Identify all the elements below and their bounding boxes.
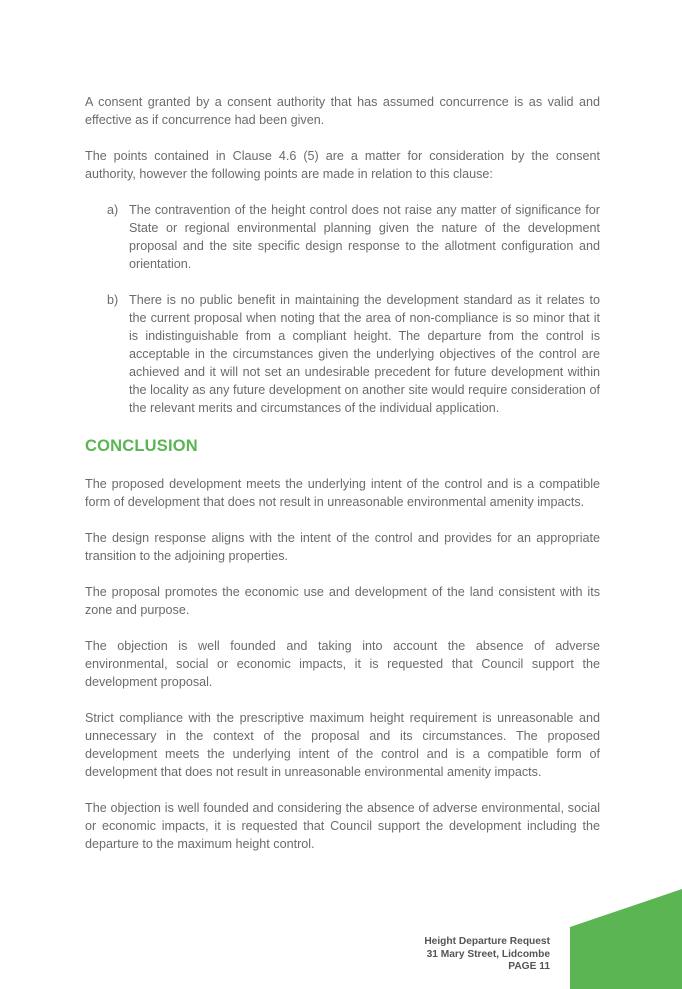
footer-address: 31 Mary Street, Lidcombe — [426, 948, 550, 960]
conclusion-paragraph: The objection is well founded and taking into account the absence of adverse environmental, social or economic impacts, it is requested that Council support the development proposal. — [85, 639, 600, 689]
list-marker: b) — [107, 293, 119, 307]
body-paragraph: The points contained in Clause 4.6 (5) are a matter for consideration by the consent authority, however the following points are made in relation to this clause: — [85, 149, 600, 181]
body-paragraph: A consent granted by a consent authority that has assumed concurrence is as valid and effective as if concurrence had been given. — [85, 95, 600, 127]
footer-page-number: PAGE 11 — [508, 961, 550, 972]
corner-accent-fill — [570, 889, 682, 989]
page-content — [85, 93, 600, 853]
list-item-text: There is no public benefit in maintaining the development standard as it relates to the current proposal when noting that the area of non-compliance is so minor that it is indistinguishable from a compliant height. The departure from the control is acceptable in the circumstances given the underlying objectives of the control are achieved and it will not set an undesirable precedent for future development within the locality as any future development on another site would require consideration of the relevant merits and circumstances of the individual application. — [129, 293, 600, 415]
corner-accent-shape — [570, 889, 682, 989]
conclusion-paragraph: The proposal promotes the economic use and development of the land consistent with its zone and purpose. — [85, 585, 600, 617]
conclusion-paragraph: The proposed development meets the underlying intent of the control and is a compatible form of development that does not result in unreasonable environmental amenity impacts. — [85, 477, 600, 509]
conclusion-paragraph: The objection is well founded and considering the absence of adverse environmental, social or economic impacts, it is requested that Council support the development including the departure to the maximum height control. — [85, 801, 600, 851]
footer-document-title: Height Departure Request — [424, 936, 550, 947]
list-item — [85, 201, 600, 273]
conclusion-paragraph: The design response aligns with the intent of the control and provides for an appropriate transition to the adjoining properties. — [85, 531, 600, 563]
clause-points-list — [85, 201, 600, 417]
section-heading-conclusion: CONCLUSION — [85, 437, 198, 455]
page-footer — [424, 936, 550, 974]
conclusion-paragraph: Strict compliance with the prescriptive maximum height requirement is unreasonable and unnecessary in the context of the proposal and its circumstances. The proposed development meets the underlying intent of the control and is a compatible form of development that does not result in unreasonable environmental amenity impacts. — [85, 711, 600, 779]
list-item — [85, 291, 600, 417]
list-item-text: The contravention of the height control does not raise any matter of significance for State or regional environmental planning given the nature of the development proposal and the site specific design response to the allotment configuration and orientation. — [129, 203, 600, 271]
list-marker: a) — [107, 203, 119, 217]
